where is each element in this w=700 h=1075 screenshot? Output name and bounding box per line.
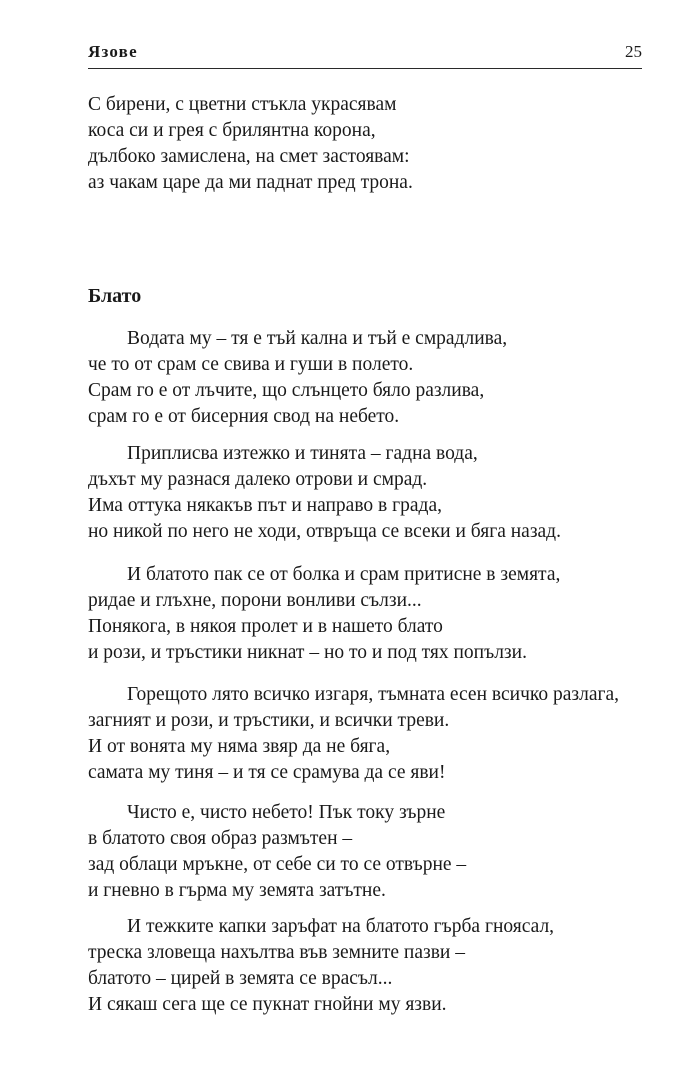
verse-line: И сякаш сега ще се пукнат гнойни му язви. (88, 994, 447, 1015)
verse-line: Водата му – тя е тъй кална и тъй е смрадлива, (127, 328, 508, 349)
verse-line: аз чакам царе да ми паднат пред трона. (88, 172, 413, 193)
stanza-5 (88, 800, 648, 904)
verse-line: С бирени, с цветни стъкла украсявам (88, 94, 397, 115)
page-number: 25 (625, 42, 642, 61)
verse-line: И тежките капки заръфат на блатото гърба гноясал, (127, 916, 555, 937)
stanza-1 (88, 326, 648, 430)
verse-line: Горещото лято всичко изгаря, тъмната есен всичко разлага, (127, 684, 620, 705)
verse-line: че то от срам се свива и гуши в полето. (88, 354, 414, 375)
verse-line: и рози, и тръстики никнат – но то и под тях попълзи. (88, 642, 527, 663)
poem-title: Блато (88, 285, 142, 307)
verse-line: и гневно в гърма му земята затътне. (88, 880, 386, 901)
verse-line: Има оттука някакъв път и направо в града, (88, 495, 442, 516)
verse-line: Срам го е от лъчите, що слънцето бяло разлива, (88, 380, 485, 401)
stanza-2 (88, 441, 648, 545)
running-title: Язове (88, 42, 138, 61)
verse-line: Понякога, в някоя пролет и в нашето блато (88, 616, 443, 637)
stanza-4 (88, 682, 648, 786)
running-header (88, 42, 642, 69)
verse-line: зад облаци мръкне, от себе си то се отвърне – (88, 854, 467, 875)
verse-line: И от вонята му няма звяр да не бяга, (88, 736, 391, 757)
verse-line: в блатото своя образ размътен – (88, 828, 353, 849)
verse-line: самата му тиня – и тя се срамува да се яви! (88, 762, 446, 783)
verse-line: Чисто е, чисто небето! Пък току зърне (127, 802, 446, 823)
verse-line: срам го е от бисерния свод на небето. (88, 406, 400, 427)
top-stanza (88, 92, 648, 196)
stanza-3 (88, 562, 648, 666)
verse-line: блатото – цирей в земята се врасъл... (88, 968, 393, 989)
verse-line: дъхът му разнася далеко отрови и смрад. (88, 469, 428, 490)
verse-line: коса си и грея с брилянтна корона, (88, 120, 376, 141)
verse-line: Приплисва изтежко и тинята – гадна вода, (127, 443, 478, 464)
verse-line: дълбоко замислена, на смет застоявам: (88, 146, 410, 167)
verse-line: но никой по него не ходи, отвръща се всеки и бяга назад. (88, 521, 561, 542)
verse-line: загният и рози, и тръстики, и всички треви. (88, 710, 450, 731)
verse-line: ридае и глъхне, порони вонливи сълзи... (88, 590, 422, 611)
stanza-6 (88, 914, 648, 1018)
verse-line: И блатото пак се от болка и срам притисне в земята, (127, 564, 561, 585)
verse-line: треска зловеща нахълтва във земните пазви – (88, 942, 465, 963)
